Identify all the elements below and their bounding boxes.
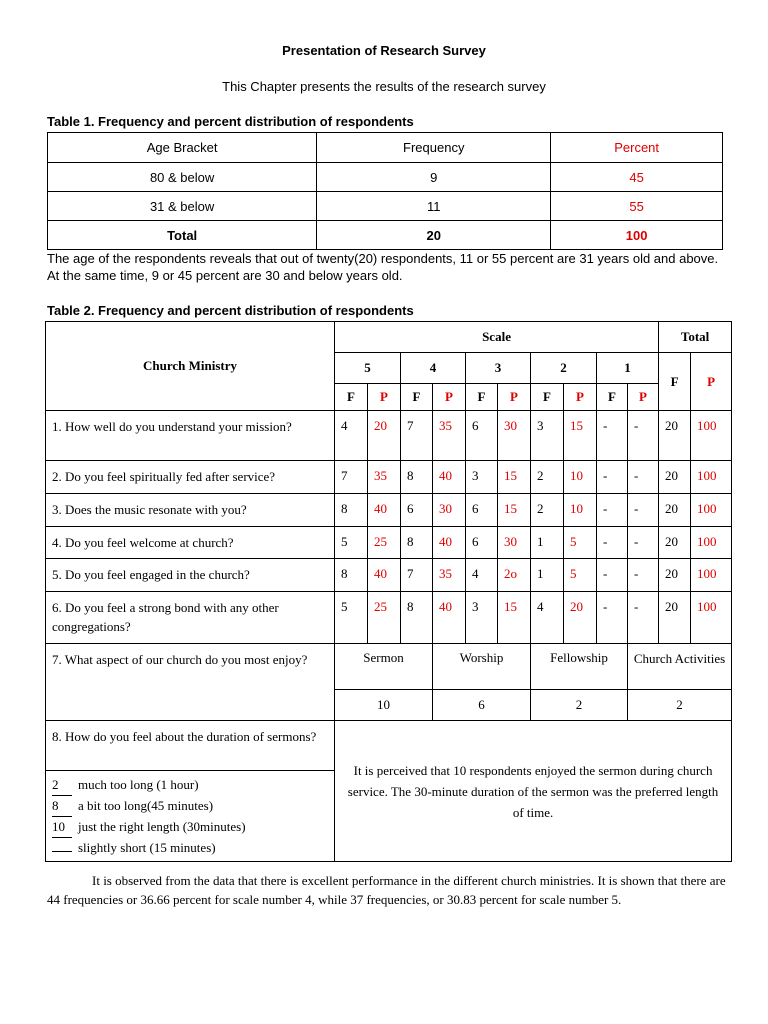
value-cell: 20 — [368, 411, 401, 461]
percent-cell: 45 — [551, 163, 723, 192]
f-header: F — [401, 384, 433, 411]
value-cell: 100 — [691, 461, 732, 494]
value-cell: 20 — [659, 592, 691, 644]
duration-label: just the right length (30minutes) — [78, 819, 246, 834]
q8-answers — [46, 771, 335, 862]
q8-note: It is perceived that 10 respondents enjoyed the sermon during church service. The 30-minute duration of the sermon was the preferred length of time. — [335, 721, 732, 862]
value-cell: - — [597, 559, 628, 592]
value-cell: 100 — [691, 527, 732, 559]
f-header: F — [466, 384, 498, 411]
header-age-bracket: Age Bracket — [48, 133, 317, 163]
value-cell: 15 — [498, 592, 531, 644]
value-cell: 100 — [691, 411, 732, 461]
total-header: Total — [659, 322, 732, 353]
p-header: P — [433, 384, 466, 411]
value-cell: 30 — [498, 411, 531, 461]
question-cell: 4. Do you feel welcome at church? — [46, 527, 335, 559]
question-cell: 6. Do you feel a strong bond with any other congregations? — [46, 592, 335, 644]
duration-option — [52, 838, 328, 858]
value-cell: 8 — [401, 527, 433, 559]
q7-option-sermon: Sermon — [335, 644, 433, 690]
table-row — [46, 411, 732, 461]
question-cell: 2. Do you feel spiritually fed after service? — [46, 461, 335, 494]
church-ministry-heading: Church Ministry — [46, 322, 335, 411]
q7-option-worship: Worship — [433, 644, 531, 690]
duration-count — [52, 851, 72, 852]
p-header: P — [628, 384, 659, 411]
q8-question-row — [46, 721, 732, 771]
value-cell: 2 — [531, 494, 564, 527]
duration-label: a bit too long(45 minutes) — [78, 798, 214, 813]
scale-5-header: 5 — [335, 353, 401, 384]
q7-count-fellowship: 2 — [531, 690, 628, 721]
scale-4-header: 4 — [401, 353, 466, 384]
value-cell: 7 — [401, 559, 433, 592]
value-cell: - — [597, 527, 628, 559]
value-cell: 10 — [564, 494, 597, 527]
value-cell: 1 — [531, 559, 564, 592]
value-cell: 15 — [498, 494, 531, 527]
p-header: P — [368, 384, 401, 411]
duration-count: 10 — [52, 817, 72, 838]
value-cell: 25 — [368, 592, 401, 644]
scale-3-header: 3 — [466, 353, 531, 384]
value-cell: 15 — [564, 411, 597, 461]
duration-option — [52, 817, 328, 838]
total-frequency: 20 — [317, 221, 551, 250]
value-cell: 35 — [433, 559, 466, 592]
duration-option — [52, 796, 328, 817]
value-cell: - — [628, 494, 659, 527]
value-cell: 3 — [531, 411, 564, 461]
duration-label: much too long (1 hour) — [78, 777, 199, 792]
value-cell: 20 — [659, 411, 691, 461]
value-cell: 8 — [401, 592, 433, 644]
age-bracket-cell: 80 & below — [48, 163, 317, 192]
q7-question: 7. What aspect of our church do you most enjoy? — [46, 644, 335, 721]
q7-count-church-activities: 2 — [628, 690, 732, 721]
value-cell: 6 — [401, 494, 433, 527]
table-row — [46, 527, 732, 559]
value-cell: 40 — [433, 592, 466, 644]
total-percent: 100 — [551, 221, 723, 250]
q7-count-sermon: 10 — [335, 690, 433, 721]
table-row — [46, 559, 732, 592]
q7-option-church-activities: Church Activities — [628, 644, 732, 690]
table1-header-row — [48, 133, 723, 163]
f-header: F — [597, 384, 628, 411]
frequency-cell: 9 — [317, 163, 551, 192]
q7-count-worship: 6 — [433, 690, 531, 721]
duration-count: 2 — [52, 775, 72, 796]
value-cell: 20 — [659, 559, 691, 592]
value-cell: 8 — [335, 494, 368, 527]
value-cell: 1 — [531, 527, 564, 559]
value-cell: 30 — [433, 494, 466, 527]
church-ministry-table — [45, 321, 732, 862]
table1-caption: Table 1. Frequency and percent distribution of respondents — [47, 114, 414, 129]
value-cell: 8 — [401, 461, 433, 494]
scale-header: Scale — [335, 322, 659, 353]
scale-header-row — [46, 322, 732, 353]
p-header: P — [564, 384, 597, 411]
ministry-analysis-paragraph: It is observed from the data that there is excellent performance in the different church ministries. It is shown that there are 44 frequencies or 36.66 percent for scale number 4, while 37 frequencies, or 30.83 percent for scale number 5. — [47, 873, 726, 907]
value-cell: 6 — [466, 527, 498, 559]
value-cell: 100 — [691, 592, 732, 644]
value-cell: 6 — [466, 494, 498, 527]
q7-options-row — [46, 644, 732, 690]
value-cell: 3 — [466, 592, 498, 644]
value-cell: 20 — [659, 494, 691, 527]
age-analysis-paragraph: The age of the respondents reveals that out of twenty(20) respondents, 11 or 55 percent are 31 years old and above. At the same time, 9 or 45 percent are 30 and below years old. — [47, 251, 719, 283]
header-frequency: Frequency — [317, 133, 551, 163]
value-cell: 5 — [564, 527, 597, 559]
value-cell: 7 — [335, 461, 368, 494]
value-cell: 40 — [433, 527, 466, 559]
value-cell: - — [597, 592, 628, 644]
value-cell: 15 — [498, 461, 531, 494]
value-cell: 35 — [433, 411, 466, 461]
f-header: F — [335, 384, 368, 411]
q8-question: 8. How do you feel about the duration of sermons? — [46, 721, 335, 771]
value-cell: 5 — [564, 559, 597, 592]
value-cell: 5 — [335, 592, 368, 644]
value-cell: 2o — [498, 559, 531, 592]
value-cell: 35 — [368, 461, 401, 494]
value-cell: 20 — [659, 527, 691, 559]
value-cell: - — [628, 559, 659, 592]
table-row — [48, 192, 723, 221]
value-cell: 3 — [466, 461, 498, 494]
q7-option-fellowship: Fellowship — [531, 644, 628, 690]
value-cell: 40 — [368, 494, 401, 527]
value-cell: 6 — [466, 411, 498, 461]
scale-1-header: 1 — [597, 353, 659, 384]
value-cell: 7 — [401, 411, 433, 461]
value-cell: - — [597, 411, 628, 461]
value-cell: 25 — [368, 527, 401, 559]
duration-option — [52, 775, 328, 796]
value-cell: 4 — [531, 592, 564, 644]
question-cell: 5. Do you feel engaged in the church? — [46, 559, 335, 592]
table-row — [46, 494, 732, 527]
f-header: F — [531, 384, 564, 411]
value-cell: 20 — [659, 461, 691, 494]
value-cell: - — [597, 461, 628, 494]
table2-caption: Table 2. Frequency and percent distribution of respondents — [47, 303, 414, 318]
table-row — [46, 461, 732, 494]
value-cell: 4 — [466, 559, 498, 592]
total-label: Total — [48, 221, 317, 250]
value-cell: - — [628, 411, 659, 461]
total-p-header: P — [691, 353, 732, 411]
value-cell: 100 — [691, 494, 732, 527]
page-title: Presentation of Research Survey — [282, 43, 486, 58]
question-cell: 1. How well do you understand your mission? — [46, 411, 335, 461]
age-bracket-cell: 31 & below — [48, 192, 317, 221]
frequency-cell: 11 — [317, 192, 551, 221]
table-row — [46, 592, 732, 644]
value-cell: - — [628, 592, 659, 644]
value-cell: 2 — [531, 461, 564, 494]
question-cell: 3. Does the music resonate with you? — [46, 494, 335, 527]
value-cell: 100 — [691, 559, 732, 592]
value-cell: - — [628, 527, 659, 559]
duration-label: slightly short (15 minutes) — [78, 840, 216, 855]
duration-count: 8 — [52, 796, 72, 817]
p-header: P — [498, 384, 531, 411]
page-subtitle: This Chapter presents the results of the research survey — [222, 79, 546, 94]
total-f-header: F — [659, 353, 691, 411]
value-cell: 30 — [498, 527, 531, 559]
table-row — [48, 163, 723, 192]
value-cell: - — [597, 494, 628, 527]
value-cell: 20 — [564, 592, 597, 644]
value-cell: 40 — [433, 461, 466, 494]
percent-cell: 55 — [551, 192, 723, 221]
value-cell: - — [628, 461, 659, 494]
value-cell: 10 — [564, 461, 597, 494]
scale-2-header: 2 — [531, 353, 597, 384]
value-cell: 8 — [335, 559, 368, 592]
age-distribution-table — [47, 132, 723, 250]
value-cell: 5 — [335, 527, 368, 559]
header-percent: Percent — [551, 133, 723, 163]
value-cell: 4 — [335, 411, 368, 461]
total-row — [48, 221, 723, 250]
value-cell: 40 — [368, 559, 401, 592]
